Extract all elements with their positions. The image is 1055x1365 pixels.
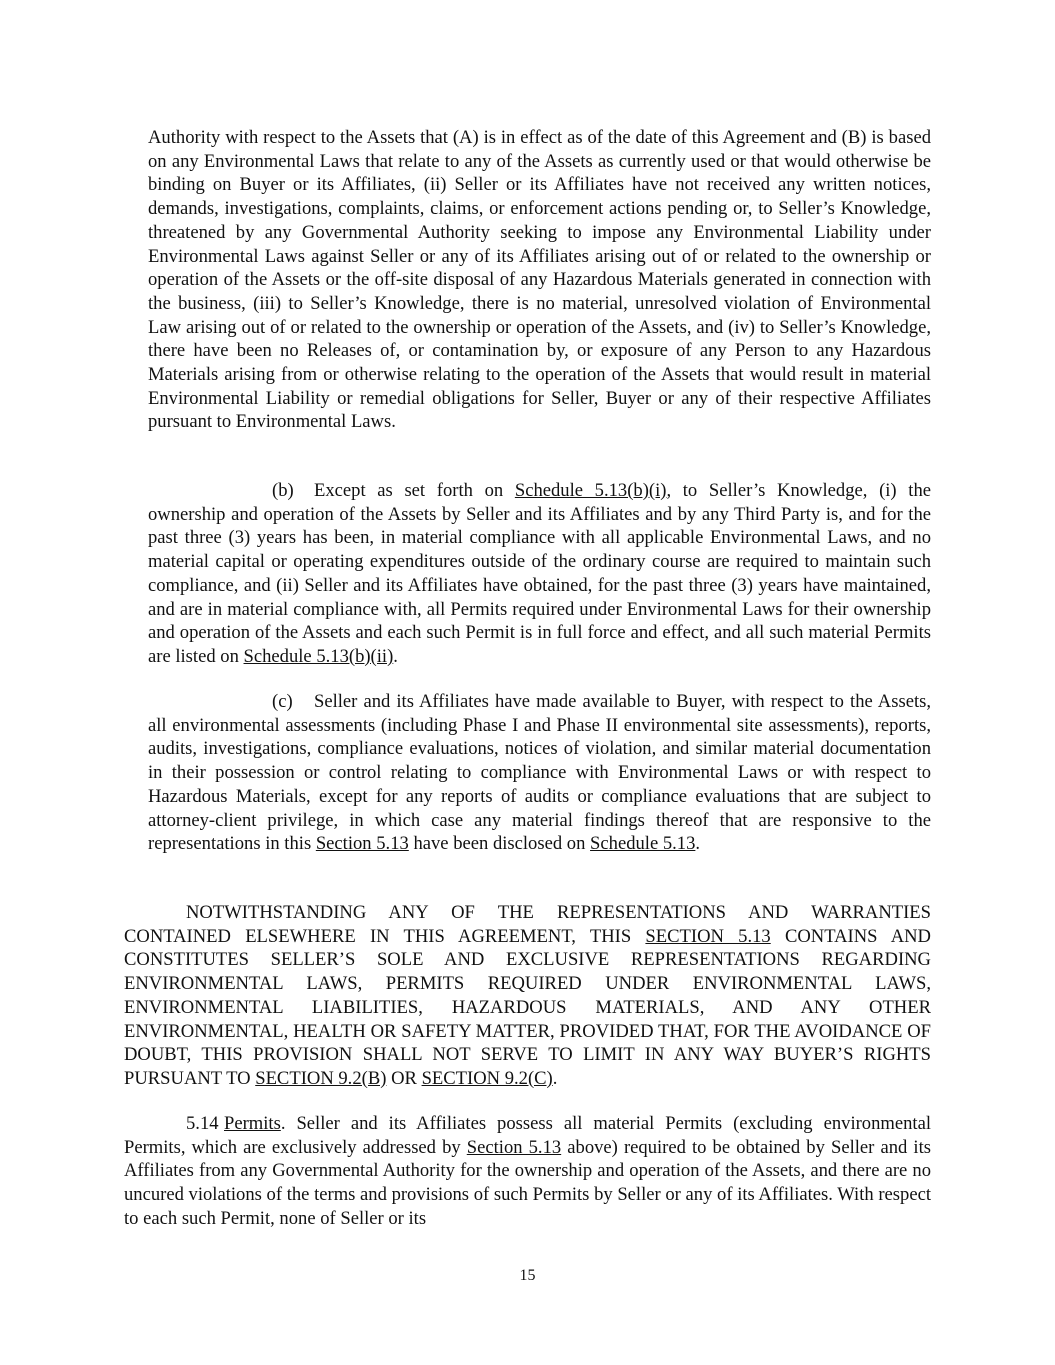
section-9-2-b-link: SECTION 9.2(B): [255, 1067, 387, 1089]
section-5-13-link: Section 5.13: [315, 833, 409, 855]
paragraph-a-continuation: [148, 126, 931, 434]
paragraph-a-text: Authority with respect to the Assets that (A) is in effect as of the date of this Agreement and (B) is based on any Environmental Laws that relate to any of the Assets as currently used or that would otherwise be binding on Buyer or its Affiliates, (ii) Seller or its Affiliates have not received any written notices, demands, investigations, complaints, claims, or enforcement actions pending or, to Seller’s Knowledge, threatened by any Governmental Authority seeking to impose any Environmental Liability under Environmental Laws against Seller or any of its Affiliates arising out of or related to the ownership or operation of the Assets or the off-site disposal of any Hazardous Materials generated in connection with the business, (iii) to Seller’s Knowledge, there is no material, unresolved violation of Environmental Law arising out of or related to the ownership or operation of the Assets, and (iv) to Seller’s Knowledge, there have been no Releases of, or contamination by, or exposure of any Person to any Hazardous Materials arising from or otherwise relating to the operation of the Assets that would result in material Environmental Liability or remedial obligations for Seller, Buyer or any of their respective Affiliates pursuant to Environmental Laws.: [148, 127, 931, 433]
notwithstanding-paragraph: NOTWITHSTANDING ANY OF THE REPRESENTATIONS AND WARRANTIES CONTAINED ELSEWHERE IN THIS AGREEMENT, THIS SECTION 5.13 CONTAINS AND CONSTITUTES SELLER’S SOLE AND EXCLUSIVE REPRESENTATIONS REGARDING ENVIRONMENTAL LAWS, PERMITS REQUIRED UNDER ENVIRONMENTAL LAWS, ENVIRONMENTAL LIABILITIES, HAZARDOUS MATERIALS, AND ANY OTHER ENVIRONMENTAL, HEALTH OR SAFETY MATTER, PROVIDED THAT, FOR THE AVOIDANCE OF DOUBT, THIS PROVISION SHALL NOT SERVE TO LIMIT IN ANY WAY BUYER’S RIGHTS PURSUANT TO SECTION 9.2(B) OR SECTION 9.2(C).: [124, 902, 931, 1089]
section-9-2-c-link: SECTION 9.2(C): [421, 1067, 553, 1089]
page-number: 15: [519, 1267, 536, 1284]
paragraph-b: (b) Except as set forth on Schedule 5.13(b)(i), to Seller’s Knowledge, (i) the ownership and operation of the Assets by Seller and its Affiliates and by any Third Party is, and for the past three (3) years has been, in material compliance with all applicable Environmental Laws, and no material capital or operating expenditures outside of the ordinary course are required to maintain such compliance, and (ii) Seller and its Affiliates have obtained, for the past three (3) years have maintained, and are in material compliance with, all Permits required under Environmental Laws for their ownership and operation of the Assets and each such Permit is in full force and effect, and all such material Permits are listed on Schedule 5.13(b)(ii).: [148, 480, 931, 667]
section-number: 5.14: [186, 1113, 219, 1134]
schedule-5-13-b-ii-link: Schedule 5.13(b)(ii): [243, 645, 394, 667]
section-5-13-caps-link: SECTION 5.13: [645, 925, 771, 947]
paragraph-c: (c) Seller and its Affiliates have made available to Buyer, with respect to the Assets, all environmental assessments (including Phase I and Phase II environmental site assessments), reports, audits, investigations, compliance evaluations, notices of violation, and similar material documentation in their possession or control relating to compliance with Environmental Laws or with respect to Hazardous Materials, except for any reports of audits or compliance evaluations that are subject to attorney-client privilege, in which case any material findings thereof that are responsive to the representations in this Section 5.13 have been disclosed on Schedule 5.13.: [148, 691, 931, 855]
paragraph-b-label: (b): [272, 480, 294, 501]
section-heading: Permits: [224, 1113, 281, 1134]
paragraph-c-label: (c): [272, 691, 293, 712]
schedule-5-13-b-i-link: Schedule 5.13(b)(i): [514, 480, 667, 501]
schedule-5-13-link: Schedule 5.13: [590, 833, 696, 855]
section-5-14-paragraph: 5.14 Permits. Seller and its Affiliates possess all material Permits (excluding environmental Permits, which are exclusively addressed by Section 5.13 above) required to be obtained by Seller and its Affiliates from any Governmental Authority for the ownership and operation of the Assets, and there are no uncured violations of the terms and provisions of such Permits by Seller or any of its Affiliates. With respect to each such Permit, none of Seller or its: [124, 1113, 931, 1229]
section-5-13-ref-link: Section 5.13: [466, 1136, 562, 1158]
